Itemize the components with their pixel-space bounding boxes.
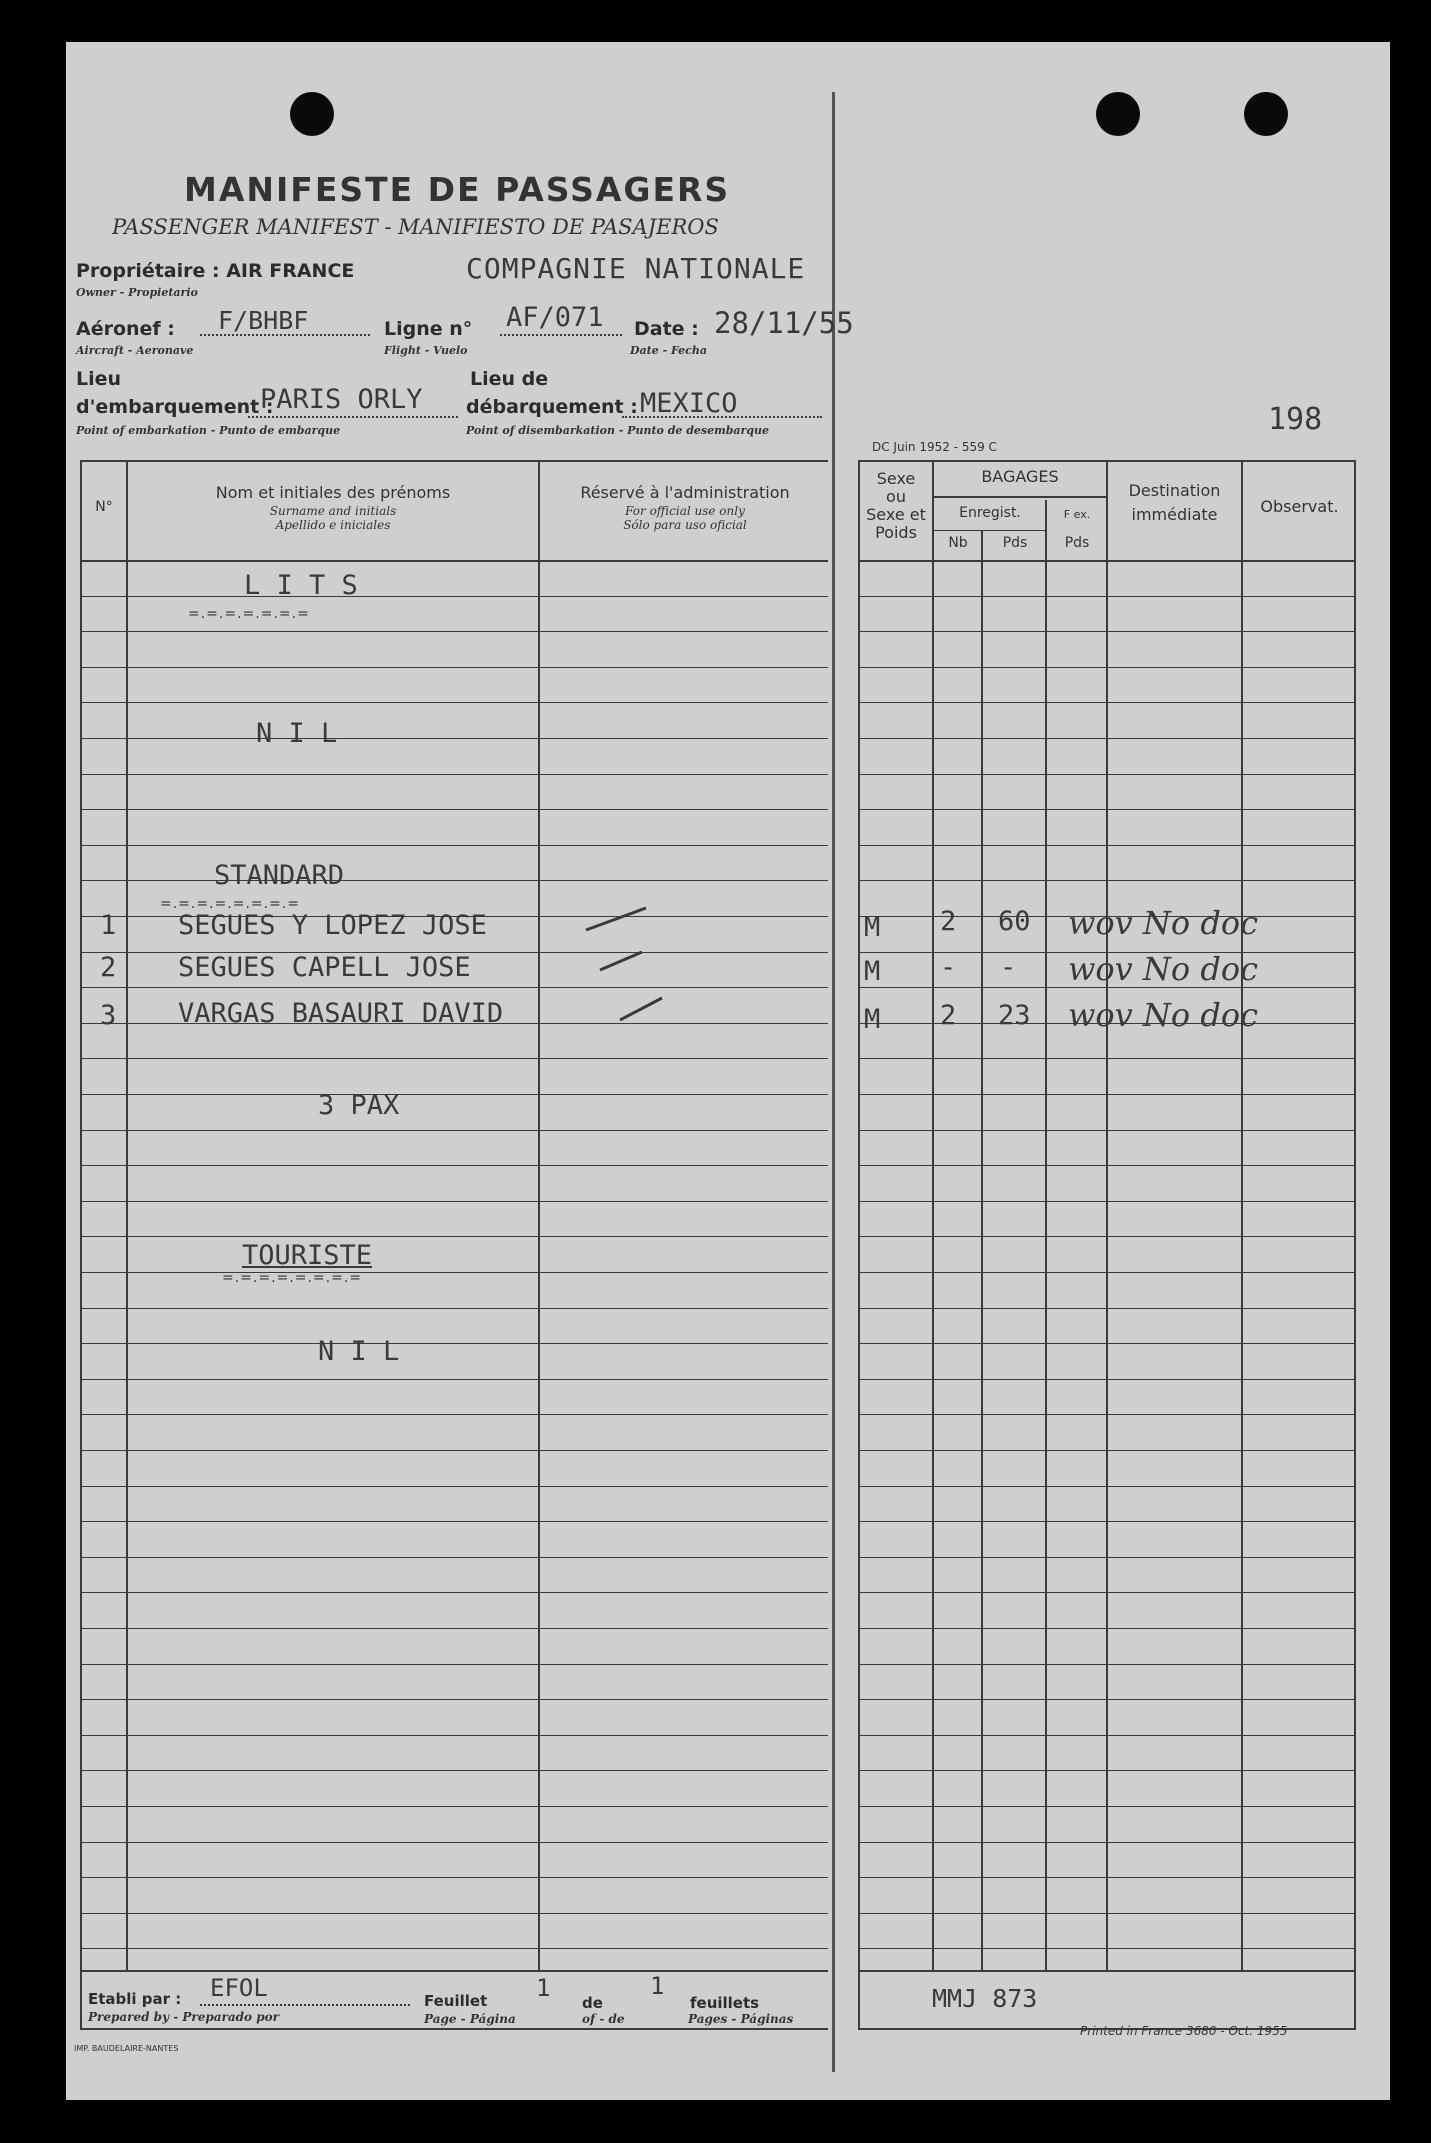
col-header-no: N°: [95, 499, 113, 515]
passenger-no: 1: [100, 910, 117, 941]
row-rule: [858, 1130, 1356, 1131]
form-subtitle: PASSENGER MANIFEST - MANIFIESTO DE PASAJEROS: [112, 215, 719, 239]
punch-hole: [290, 92, 334, 136]
embark-label-line2: d'embarquement :: [76, 396, 274, 418]
col-header-admin-es: Sólo para uso oficial: [623, 518, 747, 532]
col-divider: [1045, 500, 1047, 1970]
disembark-label-line2: débarquement :: [466, 396, 638, 418]
lits-underline: =.=.=.=.=.=.=: [188, 606, 310, 622]
flight-fill-line: [500, 334, 622, 336]
date-sublabel: Date - Fecha: [630, 344, 707, 357]
row-rule: [80, 1165, 828, 1166]
section-touriste: TOURISTE: [242, 1240, 373, 1271]
row-rule: [80, 596, 828, 597]
section-standard: STANDARD: [214, 860, 345, 891]
check-mark: [600, 952, 642, 970]
row-rule: [858, 1842, 1356, 1843]
disembark-value: MEXICO: [640, 388, 738, 419]
observation-note: wov No doc: [1068, 996, 1259, 1034]
embark-sublabel: Point of embarkation - Punto de embarque: [76, 424, 341, 437]
touriste-underline: =.=.=.=.=.=.=.=: [222, 1270, 362, 1286]
row-rule: [858, 1414, 1356, 1415]
row-rule: [80, 880, 828, 881]
aircraft-fill-line: [200, 334, 370, 336]
date-label: Date :: [634, 318, 699, 340]
col-header-registered: Enregist.: [959, 505, 1021, 521]
admin-check-marks: [580, 900, 690, 1030]
aircraft-sublabel: Aircraft - Aeronave: [76, 344, 194, 357]
row-rule: [80, 987, 828, 988]
col-header-free-pds: Pds: [1064, 535, 1090, 551]
passenger-name: SEGUES Y LOPEZ JOSE: [178, 910, 487, 941]
row-rule: [80, 1272, 828, 1273]
sheet-label: Feuillet: [424, 1992, 488, 2010]
row-rule: [80, 1521, 828, 1522]
col-header-nb: Nb: [948, 535, 968, 551]
row-rule: [80, 1664, 828, 1665]
of-sublabel: of - de: [582, 2012, 625, 2026]
passenger-sex: M: [864, 956, 881, 987]
left-table-frame: [80, 460, 828, 2030]
baggage-nb: 2: [940, 1000, 957, 1031]
check-mark: [620, 998, 662, 1020]
passenger-name: SEGUES CAPELL JOSE: [178, 952, 471, 983]
owner-value: COMPAGNIE NATIONALE: [466, 252, 806, 285]
punch-hole: [1096, 92, 1140, 136]
punch-hole: [1244, 92, 1288, 136]
col-divider: [1241, 460, 1243, 1970]
col-header-admin-en: For official use only: [625, 504, 745, 518]
header-divider: [932, 496, 1108, 498]
embark-label-line1: Lieu: [76, 368, 122, 390]
col-header-admin: Réservé à l'administration: [580, 483, 790, 502]
passenger-sex: M: [864, 1004, 881, 1035]
row-rule: [80, 667, 828, 668]
col-header-name-es: Apellido e iniciales: [275, 518, 391, 532]
row-rule: [80, 1343, 828, 1344]
check-mark: [586, 908, 646, 930]
col-divider: [981, 530, 983, 1970]
passenger-sex: M: [864, 912, 881, 943]
row-rule: [858, 1201, 1356, 1202]
col-header-pds: Pds: [1002, 535, 1028, 551]
col-header-observ: Observat.: [1260, 497, 1339, 516]
row-rule: [858, 880, 1356, 881]
baggage-weight: -: [1000, 952, 1017, 983]
row-rule: [858, 1058, 1356, 1059]
form-title: MANIFESTE DE PASSAGERS: [184, 170, 731, 209]
disembark-label-line1: Lieu de: [470, 368, 549, 390]
embark-value: PARIS ORLY: [260, 384, 423, 415]
row-rule: [858, 1664, 1356, 1665]
row-rule: [858, 1735, 1356, 1736]
row-rule: [80, 1201, 828, 1202]
row-rule: [858, 1877, 1356, 1878]
fold-line: [832, 92, 835, 2072]
row-rule: [80, 1735, 828, 1736]
row-rule: [858, 1699, 1356, 1700]
row-rule: [858, 809, 1356, 810]
footer-divider: [858, 1970, 1356, 1972]
row-rule: [80, 1770, 828, 1771]
total-sheets-value: 1: [650, 1972, 665, 2000]
row-rule: [80, 631, 828, 632]
flight-label: Ligne n°: [384, 318, 473, 340]
sheets-label: feuillets: [690, 1994, 760, 2012]
row-rule: [80, 845, 828, 846]
row-rule: [80, 702, 828, 703]
row-rule: [80, 1414, 828, 1415]
row-rule: [80, 809, 828, 810]
of-label: de: [582, 1994, 603, 2012]
owner-label: Propriétaire : AIR FRANCE: [76, 260, 355, 282]
row-rule: [858, 702, 1356, 703]
passenger-name: VARGAS BASAURI DAVID: [178, 998, 504, 1029]
row-rule: [80, 738, 828, 739]
row-rule: [858, 1486, 1356, 1487]
row-rule: [80, 1557, 828, 1558]
row-rule: [80, 1877, 828, 1878]
col-header-name-en: Surname and initials: [269, 504, 397, 518]
row-rule: [858, 1379, 1356, 1380]
row-rule: [858, 738, 1356, 739]
row-rule: [858, 1094, 1356, 1095]
col-header-free: F ex.: [1063, 508, 1091, 521]
row-rule: [80, 1699, 828, 1700]
standard-underline: =.=.=.=.=.=.=.=: [160, 896, 300, 912]
col-header-destination: Destination: [1128, 481, 1221, 500]
aircraft-label: Aéronef :: [76, 318, 175, 340]
row-rule: [80, 1450, 828, 1451]
col-header-sex-2: ou: [886, 487, 906, 506]
row-rule: [858, 1557, 1356, 1558]
row-rule: [858, 1628, 1356, 1629]
col-divider: [932, 460, 934, 1970]
page-number: 198: [1268, 402, 1323, 437]
disembark-sublabel: Point of disembarkation - Punto de desembarque: [466, 424, 770, 437]
row-rule: [80, 1806, 828, 1807]
col-header-sex-1: Sexe: [876, 469, 916, 488]
row-rule: [858, 1343, 1356, 1344]
sheets-sublabel: Pages - Páginas: [688, 2012, 794, 2026]
row-rule: [858, 1272, 1356, 1273]
col-header-baggage: BAGAGES: [981, 467, 1059, 486]
printer-note: IMP. BAUDELAIRE-NANTES: [74, 2044, 179, 2053]
row-rule: [858, 1521, 1356, 1522]
flight-sublabel: Flight - Vuelo: [384, 344, 468, 357]
prepared-value: EFOL: [210, 1974, 268, 2002]
observation-note: wov No doc: [1068, 904, 1259, 942]
col-header-destination-2: immédiate: [1131, 505, 1218, 524]
row-rule: [80, 1592, 828, 1593]
row-rule: [858, 631, 1356, 632]
embark-fill-line: [248, 416, 458, 418]
printed-note: Printed in France 3680 - Oct. 1955: [1080, 2024, 1288, 2038]
row-rule: [80, 1842, 828, 1843]
section-lits: L I T S: [244, 570, 358, 601]
row-rule: [858, 1806, 1356, 1807]
col-divider: [538, 460, 540, 1970]
row-rule: [858, 845, 1356, 846]
prepared-sublabel: Prepared by - Preparado por: [88, 2010, 279, 2024]
row-rule: [80, 774, 828, 775]
row-rule: [80, 1130, 828, 1131]
row-rule: [80, 1486, 828, 1487]
footer-divider: [80, 1970, 828, 1972]
row-rule: [858, 1592, 1356, 1593]
sheet-value: 1: [536, 1974, 551, 2002]
row-rule: [80, 1628, 828, 1629]
baggage-nb: -: [940, 952, 957, 983]
flight-value: AF/071: [506, 302, 604, 333]
row-rule: [858, 1165, 1356, 1166]
row-rule: [80, 1948, 828, 1949]
row-rule: [80, 1058, 828, 1059]
passenger-no: 2: [100, 952, 117, 983]
row-rule: [80, 1094, 828, 1095]
prepared-label: Etabli par :: [88, 1990, 182, 2008]
section-touriste-nil: N I L: [318, 1336, 400, 1367]
row-rule: [80, 560, 828, 562]
row-rule: [858, 774, 1356, 775]
col-divider: [126, 460, 128, 1970]
section-pax-total: 3 PAX: [318, 1090, 400, 1121]
prepared-fill-line: [200, 2004, 410, 2006]
passenger-no: 3: [100, 1000, 117, 1031]
form-code: DC Juin 1952 - 559 C: [872, 440, 997, 454]
row-rule: [858, 560, 1356, 562]
sheet-sublabel: Page - Página: [424, 2012, 516, 2026]
baggage-weight: 60: [998, 906, 1031, 937]
row-rule: [858, 596, 1356, 597]
owner-sublabel: Owner - Propietario: [76, 286, 198, 299]
col-header-sex-4: Poids: [875, 523, 917, 542]
observation-note: wov No doc: [1068, 950, 1259, 988]
row-rule: [858, 1450, 1356, 1451]
row-rule: [80, 1913, 828, 1914]
col-header-name: Nom et initiales des prénoms: [215, 483, 451, 502]
header-divider: [932, 530, 1046, 531]
row-rule: [80, 1308, 828, 1309]
row-rule: [858, 1308, 1356, 1309]
row-rule: [858, 667, 1356, 668]
aircraft-value: F/BHBF: [218, 306, 309, 335]
row-rule: [80, 1236, 828, 1237]
col-header-sex-3: Sexe et: [866, 505, 926, 524]
row-rule: [858, 1948, 1356, 1949]
col-divider: [1106, 460, 1108, 1970]
baggage-weight: 23: [998, 1000, 1031, 1031]
row-rule: [858, 1236, 1356, 1237]
baggage-nb: 2: [940, 906, 957, 937]
row-rule: [80, 1379, 828, 1380]
disembark-fill-line: [622, 416, 822, 418]
reference-code: MMJ 873: [932, 1984, 1038, 2013]
section-lits-nil: N I L: [256, 718, 338, 749]
row-rule: [858, 1770, 1356, 1771]
row-rule: [858, 1913, 1356, 1914]
date-value: 28/11/55: [714, 306, 854, 340]
